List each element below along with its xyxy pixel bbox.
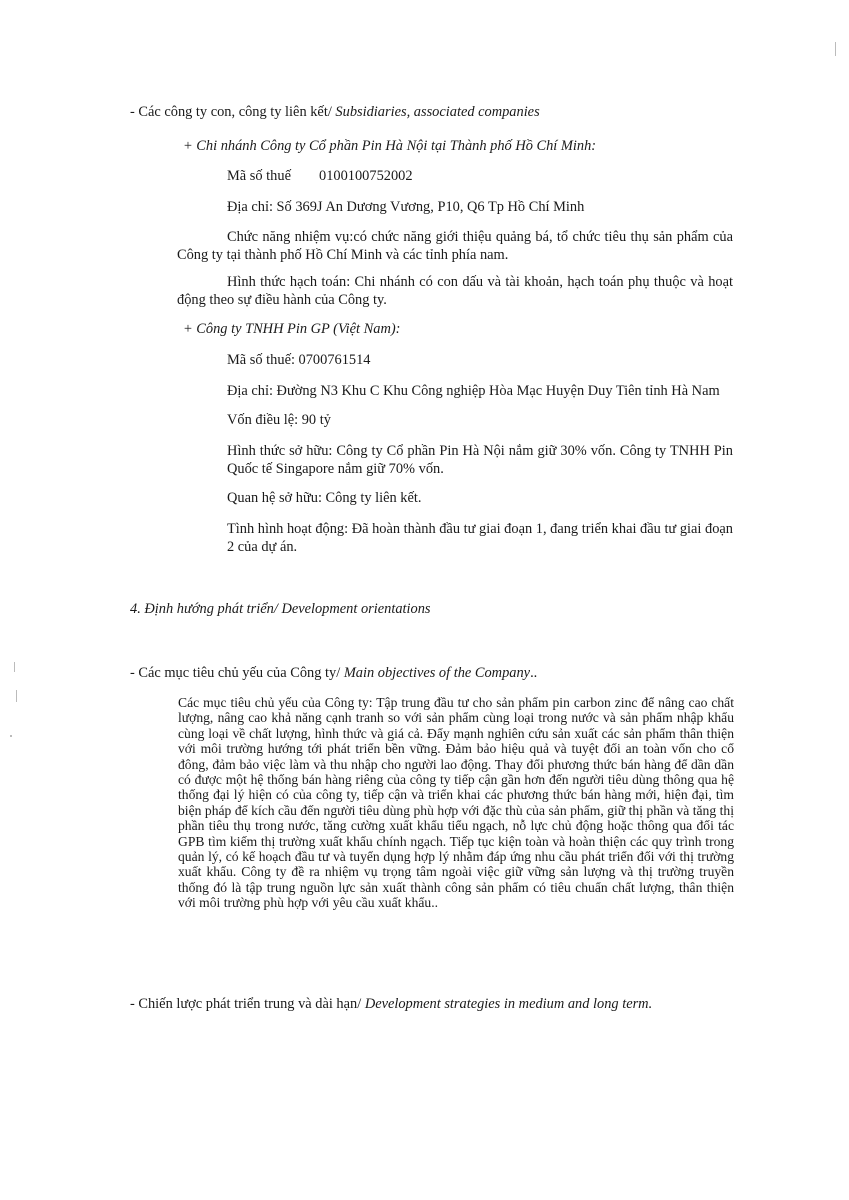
branch-address: Địa chỉ: Số 369J An Dương Vương, P10, Q6 Tp Hồ Chí Minh xyxy=(227,199,585,215)
scan-mark xyxy=(835,42,836,56)
scan-mark xyxy=(10,735,12,737)
strategies-text: - Chiến lược phát triển trung và dài hạn/ xyxy=(130,996,365,1012)
gp-capital: Vốn điều lệ: 90 tỷ xyxy=(227,412,331,428)
objectives-italic-text: Main objectives of the Company xyxy=(343,665,531,681)
branch-tax-label: Mã số thuế xyxy=(227,168,291,184)
branch-tax-line xyxy=(227,167,413,185)
branch-accounting: Hình thức hạch toán: Chi nhánh có con dấu và tài khoản, hạch toán phụ thuộc và hoạt động theo sự điều hành của Công ty. xyxy=(177,274,733,308)
branch-function: Chức năng nhiệm vụ:có chức năng giới thiệu quảng bá, tổ chức tiêu thụ sản phẩm của Công ty tại thành phố Hồ Chí Minh và các tỉnh phía nam. xyxy=(177,229,733,263)
objectives-suffix: .. xyxy=(530,665,538,681)
gp-address: Địa chỉ: Đường N3 Khu C Khu Công nghiệp Hòa Mạc Huyện Duy Tiên tỉnh Hà Nam xyxy=(227,383,720,399)
subsidiaries-heading xyxy=(130,103,540,121)
branch-tax-value: 0100100752002 xyxy=(319,168,413,184)
objectives-body: Các mục tiêu chủ yếu của Công ty: Tập trung đầu tư cho sản phẩm pin carbon zinc để nâng cao chất lượng, nâng cao khả năng cạnh tranh so với sản phẩm cùng loại trong nước và sản phẩm nhập khẩu cùng loại về chất lượng, hình thức và giá cả. Đẩy mạnh nghiên cứu sản xuất các sản phẩm thân thiện với môi trường hướng tới phát triển bền vững. Đảm bảo hiệu quả và tuyệt đối an toàn vốn cho cổ đông, đảm bảo việc làm và thu nhập cho người lao động. Thay đổi phương thức bán hàng để dần dần có được một hệ thống bán hàng riêng của công ty tiếp cận gần hơn đến người tiêu dùng thông qua hệ thống đại lý hiện có của công ty, tiếp cận và triển khai các phương thức bán hàng mới, hiện đại, tìm biện pháp để kích cầu đến người tiêu dùng phù hợp với đặc thù của sản phẩm, giữ thị phần và tăng thị phần tiêu thụ trong nước, tăng cường xuất khẩu tiểu ngạch, nỗ lực chủ động hoặc thông qua đối tác GPB tìm kiếm thị trường xuất khẩu chính ngạch. Tiếp tục kiện toàn và hoàn thiện các quy trình trong quản lý, có kế hoạch đầu tư và tuyển dụng hợp lý nhằm đáp ứng nhu cầu phát triển đối với thị trường xuất khẩu. Công ty đề ra nhiệm vụ trọng tâm ngoài việc giữ vững sản lượng và thị trường truyền thống đó là tập trung nguồn lực sản xuất thành công sản phẩm có tiêu chuẩn chất lượng, thân thiện với môi trường phù hợp với yêu cầu xuất khẩu.. xyxy=(178,695,734,911)
gp-ownership: Hình thức sở hữu: Công ty Cổ phần Pin Hà Nội nắm giữ 30% vốn. Công ty TNHH Pin Quốc tế Singapore nắm giữ 70% vốn. xyxy=(227,443,733,477)
strategies-heading xyxy=(130,995,652,1013)
heading-text: - Các công ty con, công ty liên kết/ xyxy=(130,104,336,120)
gp-title: + Công ty TNHH Pin GP (Việt Nam): xyxy=(183,321,401,337)
development-heading: 4. Định hướng phát triển/ Development orientations xyxy=(130,601,431,617)
gp-status: Tình hình hoạt động: Đã hoàn thành đầu tư giai đoạn 1, đang triển khai đầu tư giai đoạn 2 của dự án. xyxy=(227,521,733,555)
strategies-italic-text: Development strategies in medium and long term. xyxy=(364,996,653,1012)
branch-title: + Chi nhánh Công ty Cổ phần Pin Hà Nội tại Thành phố Hồ Chí Minh: xyxy=(183,138,597,154)
scan-mark xyxy=(14,662,15,672)
heading-italic-text: Subsidiaries, associated companies xyxy=(335,104,540,120)
gp-tax: Mã số thuế: 0700761514 xyxy=(227,352,371,368)
objectives-text: - Các mục tiêu chủ yếu của Công ty/ xyxy=(130,665,344,681)
scan-mark xyxy=(16,690,17,702)
gp-relation: Quan hệ sở hữu: Công ty liên kết. xyxy=(227,490,422,506)
objectives-heading xyxy=(130,664,537,682)
